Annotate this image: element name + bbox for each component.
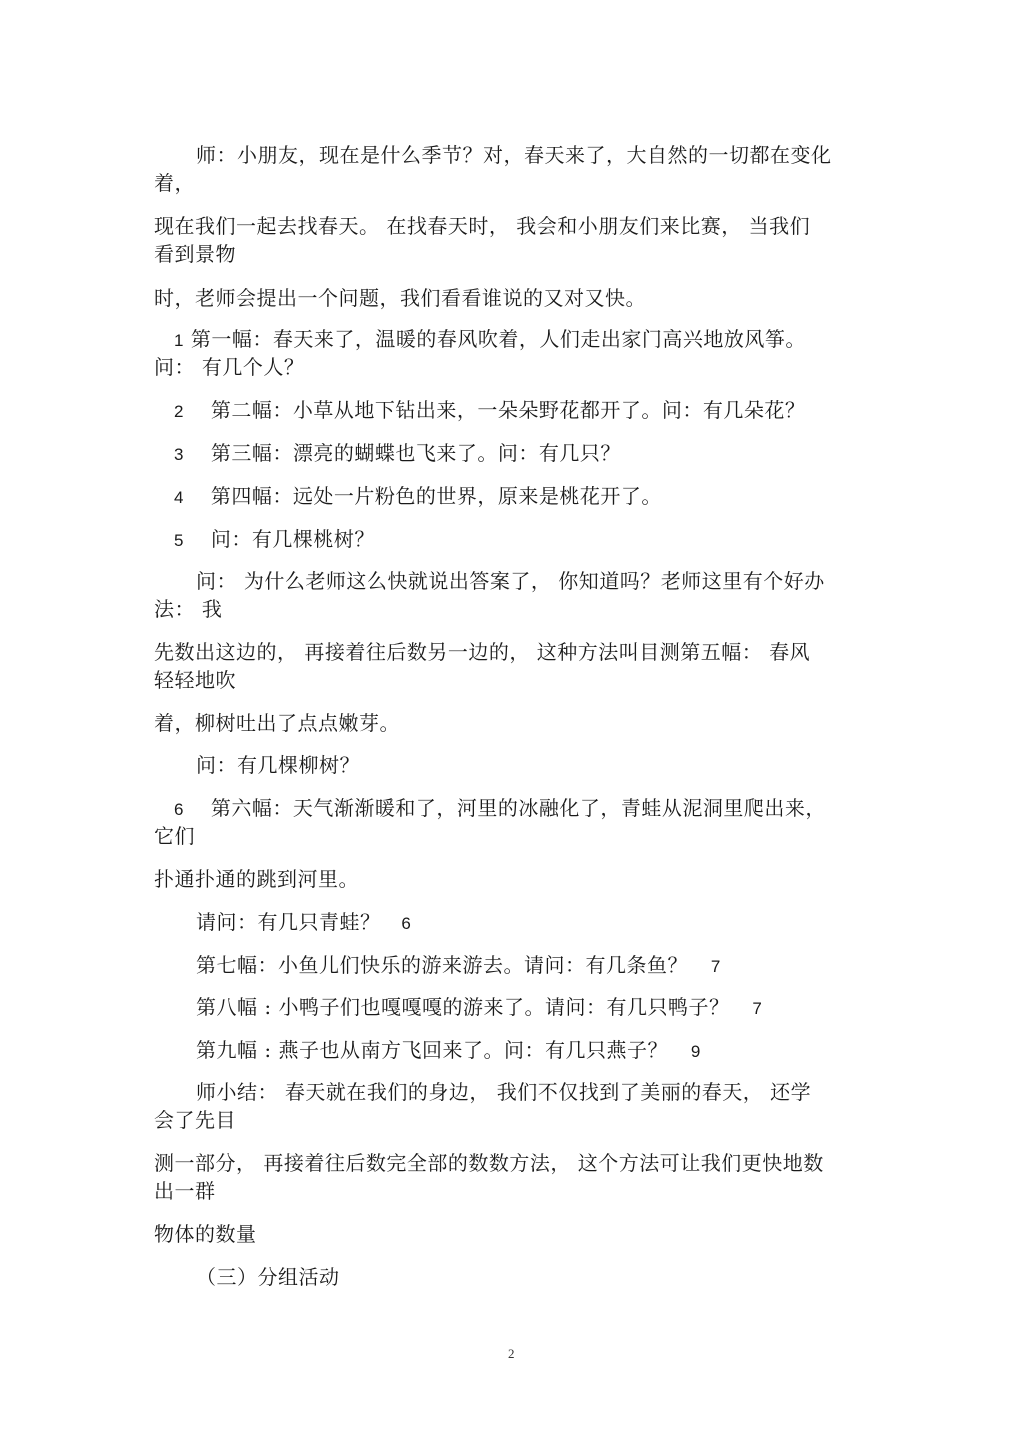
item-number: 5 bbox=[174, 531, 184, 550]
text-line: 它们 bbox=[154, 824, 195, 848]
text-line: 看到景物 bbox=[154, 242, 236, 266]
section-heading: （三）分组活动 bbox=[196, 1265, 340, 1289]
text-line: 先数出这边的， 再接着往后数另一边的， 这种方法叫目测第五幅： 春风 bbox=[154, 640, 811, 664]
item-number: 1 bbox=[174, 331, 184, 350]
question-text: 第八幅 : 小鸭子们也嘎嘎嘎的游来了。请问：有几只鸭子？ bbox=[196, 995, 730, 1019]
text-line bbox=[196, 1037, 701, 1065]
item-text: 第四幅：远处一片粉色的世界，原来是桃花开了。 bbox=[210, 484, 662, 508]
item-text: 第二幅：小草从地下钻出来，一朵朵野花都开了。问：有几朵花？ bbox=[210, 398, 806, 422]
answer-value: 6 bbox=[401, 914, 412, 933]
text-line: 物体的数量 bbox=[154, 1222, 257, 1246]
text-line: 着， bbox=[154, 171, 195, 195]
item-text: 第六幅：天气渐渐暖和了，河里的冰融化了，青蛙从泥洞里爬出来， bbox=[210, 796, 826, 820]
list-item bbox=[174, 483, 662, 511]
list-item bbox=[174, 326, 806, 354]
list-item bbox=[174, 795, 826, 823]
item-text: 第一幅：春天来了，温暖的春风吹着，人们走出家门高兴地放风筝。 bbox=[190, 327, 806, 351]
answer-value: 7 bbox=[710, 957, 721, 976]
question-text: 第七幅：小鱼儿们快乐的游来游去。请问：有几条鱼？ bbox=[196, 953, 688, 977]
answer-value: 7 bbox=[752, 999, 763, 1018]
text-line bbox=[196, 994, 762, 1022]
item-number: 3 bbox=[174, 445, 184, 464]
text-line bbox=[196, 952, 721, 980]
text-line: 出一群 bbox=[154, 1179, 216, 1203]
item-text: 第三幅：漂亮的蝴蝶也飞来了。问：有几只？ bbox=[210, 441, 621, 465]
text-line: 时，老师会提出一个问题，我们看看谁说的又对又快。 bbox=[154, 286, 646, 310]
text-line: 测一部分， 再接着往后数完全部的数数方法， 这个方法可让我们更快地数 bbox=[154, 1151, 824, 1175]
text-line: 法： 我 bbox=[154, 597, 223, 621]
answer-value: 9 bbox=[690, 1042, 701, 1061]
text-line: 问： 有几个人？ bbox=[154, 355, 305, 379]
text-line: 扑通扑通的跳到河里。 bbox=[154, 867, 359, 891]
text-line: 轻轻地吹 bbox=[154, 668, 236, 692]
page-number: 2 bbox=[508, 1346, 515, 1361]
text-line: 师小结： 春天就在我们的身边， 我们不仅找到了美丽的春天， 还学 bbox=[196, 1080, 812, 1104]
list-item bbox=[174, 397, 805, 425]
question-text: 请问：有几只青蛙？ bbox=[196, 910, 381, 934]
list-item bbox=[174, 526, 375, 554]
list-item bbox=[174, 440, 621, 468]
item-text: 问：有几棵桃树？ bbox=[210, 527, 375, 551]
question-text: 第九幅 : 燕子也从南方飞回来了。问：有几只燕子？ bbox=[196, 1038, 668, 1062]
text-line: 现在我们一起去找春天。 在找春天时， 我会和小朋友们来比赛， 当我们 bbox=[154, 214, 811, 238]
item-number: 2 bbox=[174, 402, 184, 421]
item-number: 4 bbox=[174, 488, 184, 507]
text-line: 问：有几棵柳树？ bbox=[196, 753, 360, 777]
text-line bbox=[196, 909, 411, 937]
text-line: 会了先目 bbox=[154, 1108, 236, 1132]
text-line: 着，柳树吐出了点点嫩芽。 bbox=[154, 711, 400, 735]
item-number: 6 bbox=[174, 800, 184, 819]
text-line: 师：小朋友，现在是什么季节？对，春天来了，大自然的一切都在变化 bbox=[196, 143, 832, 167]
text-line: 问： 为什么老师这么快就说出答案了， 你知道吗？老师这里有个好办 bbox=[196, 569, 825, 593]
